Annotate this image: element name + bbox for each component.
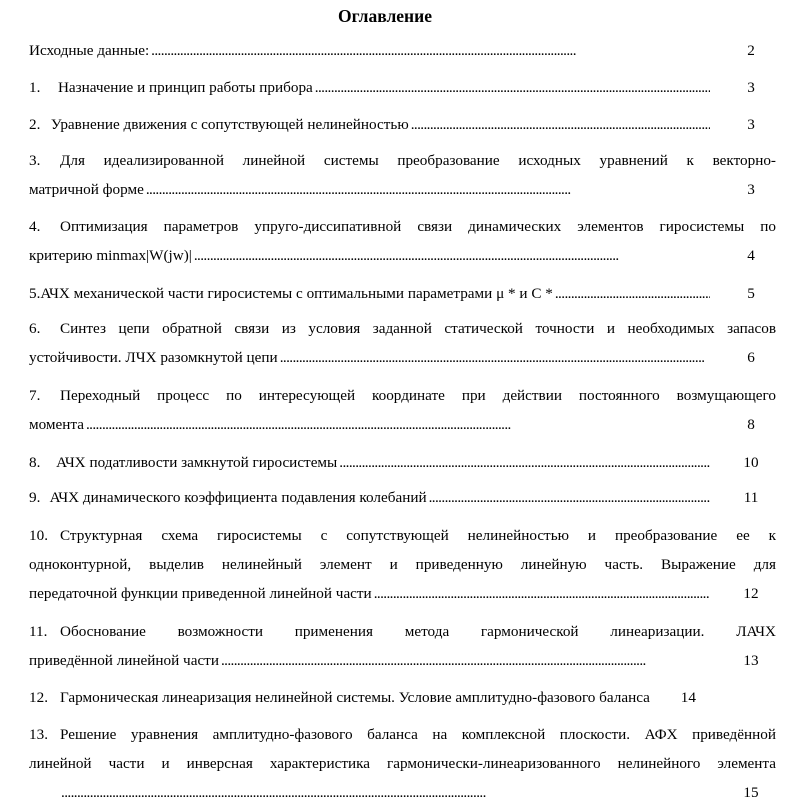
toc-entry-number: 10. — [29, 527, 48, 544]
toc-entry-number: 13. — [29, 726, 48, 743]
toc-entry-text: Для идеализированной линейной системы преобразование исходных уравнений к векторно- — [60, 152, 776, 169]
toc-entry-text: Гармоническая линеаризация нелинейной системы. Условие амплитудно-фазового баланса — [60, 689, 650, 706]
toc-entry[interactable] — [29, 110, 776, 139]
toc-entry-text: АЧХ динамического коэффициента подавления колебаний — [49, 489, 427, 506]
toc-leader — [280, 343, 710, 372]
toc-entry[interactable] — [29, 720, 776, 807]
toc-page-number: 13 — [743, 652, 759, 669]
toc-page-number: 4 — [747, 247, 755, 264]
toc-leader — [429, 483, 710, 512]
toc-entry-text: Структурная схема гиросистемы с сопутствующей нелинейностью и преобразование ее к — [60, 527, 776, 544]
toc-entry[interactable] — [29, 521, 776, 608]
toc-entry-text: АЧХ податливости замкнутой гиросистемы — [56, 454, 338, 471]
toc-entry-text: АЧХ механической части гиросистемы с оптимальными параметрами μ * и С * — [40, 285, 553, 302]
toc-entry-number: 3. — [29, 152, 41, 169]
toc-entry[interactable] — [29, 381, 776, 439]
toc-entry[interactable] — [29, 683, 776, 712]
toc-page-number: 3 — [747, 116, 755, 133]
toc-entry-text: Переходный процесс по интересующей координате при действии постоянного возмущающего — [60, 387, 776, 404]
toc-leader — [555, 279, 710, 308]
toc-leader — [194, 241, 710, 270]
toc-entry[interactable] — [29, 146, 776, 204]
page-title: Оглавление — [338, 6, 432, 26]
toc-page-number: 14 — [680, 689, 696, 706]
toc-leader — [146, 175, 710, 204]
toc-entry-number: 11. — [29, 623, 48, 640]
toc-entry-text-cont: передаточной функции приведенной линейной части — [29, 585, 372, 602]
toc-entry-text-cont: устойчивости. ЛЧХ разомкнутой цепи — [29, 349, 278, 366]
toc-page-number: 10 — [743, 454, 759, 471]
toc-entry-text-cont: приведённой линейной части — [29, 652, 219, 669]
toc-page-number: 12 — [743, 585, 759, 602]
toc-entry-text: Обоснование возможности применения метода гармонической линеаризации. ЛАЧХ — [60, 623, 776, 640]
toc-page-number: 11 — [743, 489, 759, 506]
toc-entry[interactable] — [29, 314, 776, 372]
toc-entry[interactable] — [29, 483, 776, 512]
toc-page-number: 3 — [747, 79, 755, 96]
toc-entry-number: 2. — [29, 116, 41, 133]
toc-leader — [339, 448, 710, 477]
toc-page-number: 2 — [747, 42, 755, 59]
toc-leader — [86, 410, 710, 439]
toc-page-number: 6 — [747, 349, 755, 366]
toc-entry-number: 12. — [29, 689, 48, 706]
toc-entry[interactable] — [29, 36, 776, 65]
toc-leader — [411, 110, 710, 139]
toc-entry-text-cont: одноконтурной, выделив нелинейный элемент и приведенную линейную часть. Выражение для — [29, 556, 776, 573]
toc-page-number: 3 — [747, 181, 755, 198]
toc-leader — [151, 36, 710, 65]
toc-entry[interactable] — [29, 448, 776, 477]
toc-entry-text: Синтез цепи обратной связи из условия заданной статической точности и необходимых запасов — [60, 320, 776, 337]
toc-entry-number: 8. — [29, 454, 41, 471]
toc-entry-text: Назначение и принцип работы прибора — [57, 79, 313, 96]
toc-page-number: 8 — [747, 416, 755, 433]
toc-leader — [61, 778, 710, 807]
toc-entry-text-cont: матричной форме — [29, 181, 144, 198]
toc-entry-text: Уравнение движения с сопутствующей нелинейностью — [50, 116, 409, 133]
toc-entry[interactable] — [29, 73, 776, 102]
toc-entry[interactable] — [29, 212, 776, 270]
toc-entry-number: 6. — [29, 320, 41, 337]
toc-entry-text-cont: критерию minmax|W(jw)| — [29, 247, 192, 264]
toc-leader — [374, 579, 710, 608]
toc-entry[interactable] — [29, 279, 776, 308]
toc-entry[interactable] — [29, 617, 776, 675]
toc-leader — [221, 646, 710, 675]
toc-entry-text-cont: линейной части и инверсная характеристика гармонически-линеаризованного нелинейного элемента — [29, 755, 776, 772]
toc-entry-text: Решение уравнения амплитудно-фазового баланса на комплексной плоскости. АФХ приведённой — [60, 726, 776, 743]
toc-page-number: 15 — [743, 784, 759, 801]
toc-entry-text: Исходные данные: — [29, 42, 150, 59]
toc-page-number: 5 — [747, 285, 755, 302]
toc-entry-number: 1. — [29, 79, 41, 96]
toc-leader — [315, 73, 710, 102]
toc-entry-number: 5. — [29, 285, 41, 302]
toc-entry-number: 7. — [29, 387, 41, 404]
toc-entry-text: Оптимизация параметров упруго-диссипативной связи динамических элементов гиросистемы по — [60, 218, 776, 235]
toc-entry-text-cont: момента — [29, 416, 84, 433]
toc-entry-number: 9. — [29, 489, 41, 506]
toc-entry-number: 4. — [29, 218, 41, 235]
